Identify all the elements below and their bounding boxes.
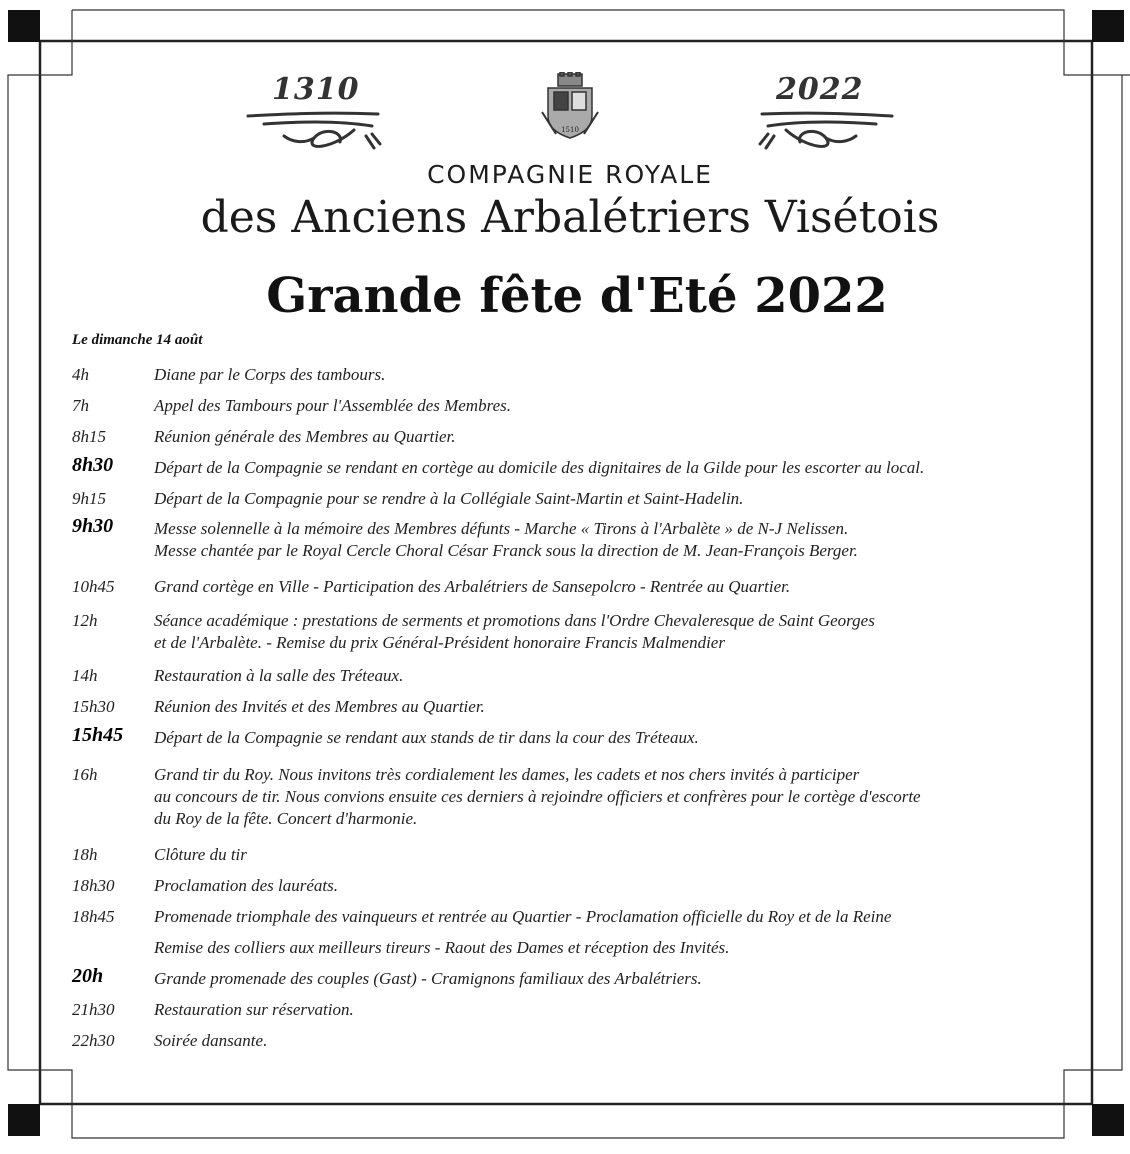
schedule-time: 18h	[72, 845, 98, 864]
schedule-description-line: Messe solennelle à la mémoire des Membres défunts - Marche « Tirons à l'Arbalète » de N-J Nelissen.	[154, 519, 849, 538]
day-heading: Le dimanche 14 août	[72, 332, 203, 348]
schedule-description	[154, 1030, 1054, 1052]
schedule-description	[154, 665, 1054, 687]
schedule-description	[154, 457, 1054, 479]
schedule-description-line: Réunion des Invités et des Membres au Quartier.	[154, 697, 485, 716]
schedule-time: 18h45	[72, 907, 115, 926]
flourish-right-ornament	[756, 108, 896, 158]
year-right: 2022	[776, 72, 864, 107]
schedule-time: 18h30	[72, 876, 115, 895]
schedule-description	[154, 844, 1054, 866]
schedule-description-line: Restauration à la salle des Tréteaux.	[154, 666, 404, 685]
schedule-description-line: Restauration sur réservation.	[154, 1000, 354, 1019]
schedule-time: 21h30	[72, 1000, 115, 1019]
schedule-time: 16h	[72, 765, 98, 784]
schedule-description-line: du Roy de la fête. Concert d'harmonie.	[154, 809, 418, 828]
schedule-time: 7h	[72, 396, 89, 415]
schedule-time: 12h	[72, 611, 98, 630]
schedule-time: 14h	[72, 666, 98, 685]
schedule-description	[154, 610, 1054, 654]
schedule-description	[154, 999, 1054, 1021]
schedule-time: 8h15	[72, 427, 106, 446]
schedule-description	[154, 875, 1054, 897]
schedule-description-line: Séance académique : prestations de serments et promotions dans l'Ordre Chevaleresque de Saint Georges	[154, 611, 875, 630]
schedule-description-line: Remise des colliers aux meilleurs tireurs - Raout des Dames et réception des Invités.	[154, 938, 730, 957]
schedule-description-line: Diane par le Corps des tambours.	[154, 365, 386, 384]
schedule-description	[154, 764, 1054, 830]
schedule-time: 20h	[72, 965, 104, 987]
schedule-time: 9h30	[72, 515, 114, 537]
schedule-description-line: Promenade triomphale des vainqueurs et rentrée au Quartier - Proclamation officielle du Roy et de la Reine	[154, 907, 892, 926]
schedule-time: 15h30	[72, 697, 115, 716]
schedule-description	[154, 364, 1054, 386]
schedule-description-line: Départ de la Compagnie pour se rendre à la Collégiale Saint-Martin et Saint-Hadelin.	[154, 489, 744, 508]
schedule-description-line: Réunion générale des Membres au Quartier.	[154, 427, 456, 446]
schedule-description-line: Grand tir du Roy. Nous invitons très cordialement les dames, les cadets et nos chers invités à participer	[154, 765, 860, 784]
schedule-description	[154, 395, 1054, 417]
schedule-time: 9h15	[72, 489, 106, 508]
schedule-description-line: Soirée dansante.	[154, 1031, 268, 1050]
schedule-time: 8h30	[72, 454, 114, 476]
schedule-description	[154, 576, 1054, 598]
flourish-left-ornament	[244, 108, 384, 158]
coat-of-arms-icon	[538, 72, 602, 144]
schedule-description-line: Départ de la Compagnie se rendant en cortège au domicile des dignitaires de la Gilde pour les escorter au local.	[154, 458, 925, 477]
schedule-description-line: Grand cortège en Ville - Participation des Arbalétriers de Sansepolcro - Rentrée au Quartier.	[154, 577, 791, 596]
schedule-description-line: Messe chantée par le Royal Cercle Choral César Franck sous la direction de M. Jean-François Berger.	[154, 541, 858, 560]
schedule-description-line: et de l'Arbalète. - Remise du prix Général-Président honoraire Francis Malmendier	[154, 633, 725, 652]
schedule-description-line: Clôture du tir	[154, 845, 247, 864]
schedule-description-line: Appel des Tambours pour l'Assemblée des Membres.	[154, 396, 511, 415]
schedule-description	[154, 968, 1054, 990]
schedule-description	[154, 906, 1054, 959]
schedule-description-line: Départ de la Compagnie se rendant aux stands de tir dans la cour des Tréteaux.	[154, 728, 699, 747]
company-title: des Anciens Arbalétriers Visétois	[200, 192, 940, 243]
schedule-description-line: Grande promenade des couples (Gast) - Cramignons familiaux des Arbalétriers.	[154, 969, 702, 988]
schedule-time: 22h30	[72, 1031, 115, 1050]
schedule-time: 10h45	[72, 577, 115, 596]
schedule-description	[154, 518, 1054, 562]
schedule-time: 15h45	[72, 724, 124, 746]
schedule-description	[154, 727, 1054, 749]
schedule-description-line: au concours de tir. Nous convions ensuite ces derniers à rejoindre officiers et confrères pour le cortège d'escorte	[154, 787, 921, 806]
schedule-description	[154, 426, 1054, 448]
schedule-description	[154, 696, 1054, 718]
company-subtitle: COMPAGNIE ROYALE	[427, 160, 713, 189]
year-left: 1310	[272, 72, 360, 107]
schedule-description	[154, 488, 1054, 510]
event-title: Grande fête d'Eté 2022	[266, 268, 888, 324]
crest-year: 1510	[561, 126, 579, 134]
schedule-time: 4h	[72, 365, 89, 384]
schedule-description-line	[154, 928, 1054, 937]
schedule-description-line: Proclamation des lauréats.	[154, 876, 338, 895]
